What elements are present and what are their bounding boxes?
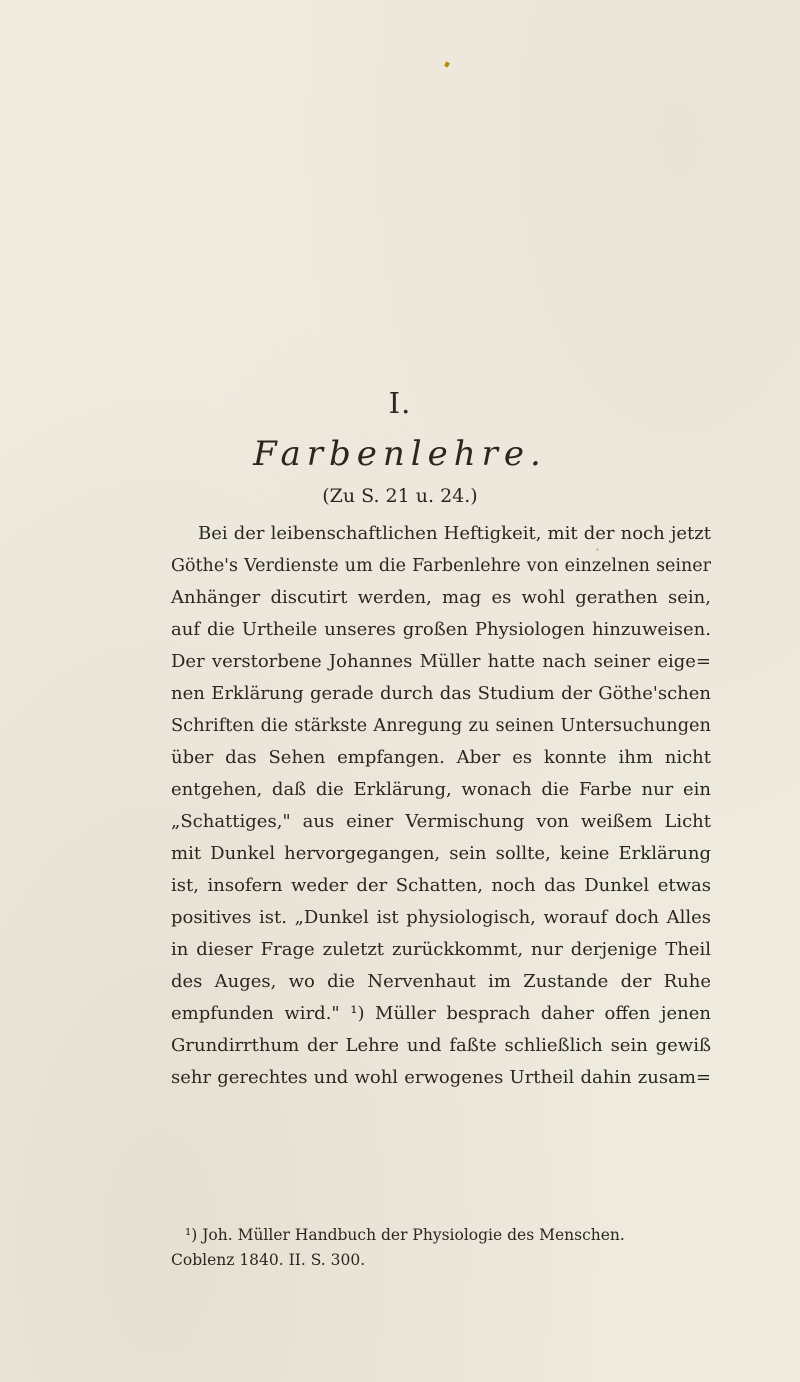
text-line: nen Erklärung gerade durch das Studium der Göthe'schen [171,683,711,704]
chapter-number: I. [388,386,412,420]
text-line: „Schattiges," aus einer Vermischung von weißem Licht [171,811,711,832]
text-line: ist, insofern weder der Schatten, noch das Dunkel etwas [171,875,711,896]
body-paragraph [171,518,711,1094]
footnote-line: ¹) Joh. Müller Handbuch der Physiologie des Menschen. [185,1226,625,1244]
text-line: in dieser Frage zuletzt zurückkommt, nur derjenige Theil [171,939,711,960]
text-line: Schriften die stärkste Anregung zu seinen Untersuchungen [171,716,711,736]
text-line: Göthe's Verdienste um die Farbenlehre von einzelnen seiner [171,556,711,576]
text-line: Bei der leibenschaftlichen Heftigkeit, mit der noch jetzt [198,523,711,544]
text-line: auf die Urtheile unseres großen Physiologen hinzuweisen. [171,619,711,640]
text-line: Der verstorbene Johannes Müller hatte nach seiner eige= [171,651,711,672]
text-line: empfunden wird." ¹) Müller besprach daher offen jenen [171,1003,711,1024]
ink-speck [444,61,450,67]
text-line: Anhänger discutirt werden, mag es wohl gerathen sein, [171,587,711,608]
text-line: mit Dunkel hervorgegangen, sein sollte, keine Erklärung [171,843,711,864]
text-line: entgehen, daß die Erklärung, wonach die Farbe nur ein [171,779,711,800]
chapter-title: Farbenlehre. [253,434,547,474]
text-line: positives ist. „Dunkel ist physiologisch, worauf doch Alles [171,907,711,928]
chapter-reference: (Zu S. 21 u. 24.) [322,485,478,507]
text-line: sehr gerechtes und wohl erwogenes Urtheil dahin zusam= [171,1067,711,1088]
footnote [171,1223,711,1273]
text-line: über das Sehen empfangen. Aber es konnte ihm nicht [171,747,711,768]
text-line: Grundirrthum der Lehre und faßte schließlich sein gewiß [171,1035,711,1056]
text-line: des Auges, wo die Nervenhaut im Zustande der Ruhe [171,971,711,992]
footnote-line: Coblenz 1840. II. S. 300. [171,1251,366,1269]
